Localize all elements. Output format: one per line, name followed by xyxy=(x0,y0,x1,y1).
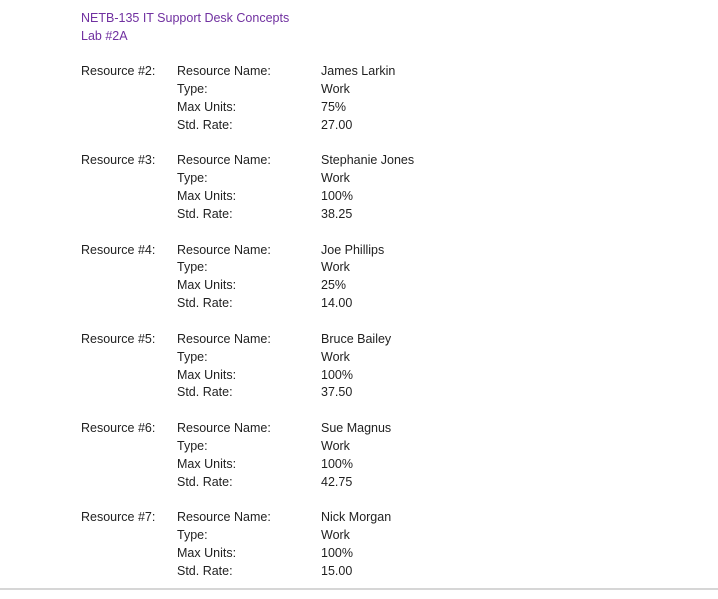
max-units-row xyxy=(81,545,681,563)
resource-name-value: Joe Phillips xyxy=(321,242,385,257)
resource-block-2 xyxy=(81,63,681,135)
type-value: Work xyxy=(321,528,350,543)
std-rate-value: 27.00 xyxy=(321,117,353,132)
field-label-type: Type: xyxy=(177,260,208,275)
std-rate-value: 37.50 xyxy=(321,385,353,400)
type-value: Work xyxy=(321,438,350,453)
type-row xyxy=(81,259,681,277)
type-row xyxy=(81,81,681,99)
field-label-std-rate: Std. Rate: xyxy=(177,296,233,311)
type-value: Work xyxy=(321,349,350,364)
resource-label: Resource #7: xyxy=(81,510,156,525)
max-units-row xyxy=(81,277,681,295)
field-label-max-units: Max Units: xyxy=(177,456,237,471)
resource-list xyxy=(81,63,681,581)
lab-title: Lab #2A xyxy=(81,29,128,43)
max-units-value: 25% xyxy=(321,278,347,293)
field-label-type: Type: xyxy=(177,438,208,453)
type-value: Work xyxy=(321,260,350,275)
std-rate-row xyxy=(81,295,681,313)
std-rate-value: 38.25 xyxy=(321,206,353,221)
type-value: Work xyxy=(321,171,350,186)
std-rate-value: 14.00 xyxy=(321,296,353,311)
type-value: Work xyxy=(321,81,350,96)
resource-block-5 xyxy=(81,331,681,403)
field-label-std-rate: Std. Rate: xyxy=(177,206,233,221)
resource-name-row xyxy=(81,242,681,260)
field-label-std-rate: Std. Rate: xyxy=(177,385,233,400)
resource-name-value: Stephanie Jones xyxy=(321,153,415,168)
course-title: NETB-135 IT Support Desk Concepts xyxy=(81,11,290,25)
field-label-max-units: Max Units: xyxy=(177,99,237,114)
resource-name-row xyxy=(81,152,681,170)
max-units-value: 100% xyxy=(321,367,353,382)
std-rate-row xyxy=(81,384,681,402)
resource-label: Resource #4: xyxy=(81,242,156,257)
type-row xyxy=(81,349,681,367)
resource-name-row xyxy=(81,63,681,81)
type-row xyxy=(81,438,681,456)
resource-name-row xyxy=(81,420,681,438)
resource-block-3 xyxy=(81,152,681,224)
resource-block-4 xyxy=(81,242,681,314)
std-rate-row xyxy=(81,474,681,492)
type-row xyxy=(81,170,681,188)
resource-block-7 xyxy=(81,509,681,581)
resource-block-6 xyxy=(81,420,681,492)
field-label-type: Type: xyxy=(177,171,208,186)
max-units-value: 100% xyxy=(321,189,353,204)
resource-label: Resource #5: xyxy=(81,331,156,346)
std-rate-row xyxy=(81,563,681,581)
max-units-row xyxy=(81,456,681,474)
resource-label: Resource #2: xyxy=(81,64,156,78)
resource-label: Resource #6: xyxy=(81,421,156,435)
resource-name-value: Sue Magnus xyxy=(321,421,392,435)
field-label-max-units: Max Units: xyxy=(177,546,237,561)
field-label-type: Type: xyxy=(177,81,208,96)
resource-name-row xyxy=(81,509,681,527)
field-label-resource-name: Resource Name: xyxy=(177,421,271,435)
field-label-type: Type: xyxy=(177,349,208,364)
field-label-resource-name: Resource Name: xyxy=(177,64,271,78)
std-rate-row xyxy=(81,206,681,224)
field-label-resource-name: Resource Name: xyxy=(177,510,271,525)
std-rate-value: 42.75 xyxy=(321,474,353,489)
field-label-resource-name: Resource Name: xyxy=(177,331,271,346)
document-page xyxy=(81,9,681,599)
field-label-resource-name: Resource Name: xyxy=(177,153,271,168)
field-label-type: Type: xyxy=(177,528,208,543)
resource-name-value: James Larkin xyxy=(321,64,396,78)
field-label-max-units: Max Units: xyxy=(177,189,237,204)
resource-name-row xyxy=(81,331,681,349)
field-label-std-rate: Std. Rate: xyxy=(177,117,233,132)
resource-name-value: Bruce Bailey xyxy=(321,331,392,346)
std-rate-value: 15.00 xyxy=(321,563,353,578)
field-label-std-rate: Std. Rate: xyxy=(177,563,233,578)
type-row xyxy=(81,527,681,545)
max-units-row xyxy=(81,367,681,385)
field-label-max-units: Max Units: xyxy=(177,367,237,382)
max-units-row xyxy=(81,99,681,117)
field-label-std-rate: Std. Rate: xyxy=(177,474,233,489)
resource-label: Resource #3: xyxy=(81,153,156,168)
resource-name-value: Nick Morgan xyxy=(321,510,392,525)
field-label-max-units: Max Units: xyxy=(177,278,237,293)
max-units-value: 100% xyxy=(321,456,353,471)
std-rate-row xyxy=(81,117,681,135)
field-label-resource-name: Resource Name: xyxy=(177,242,271,257)
max-units-row xyxy=(81,188,681,206)
max-units-value: 100% xyxy=(321,546,353,561)
max-units-value: 75% xyxy=(321,99,347,114)
